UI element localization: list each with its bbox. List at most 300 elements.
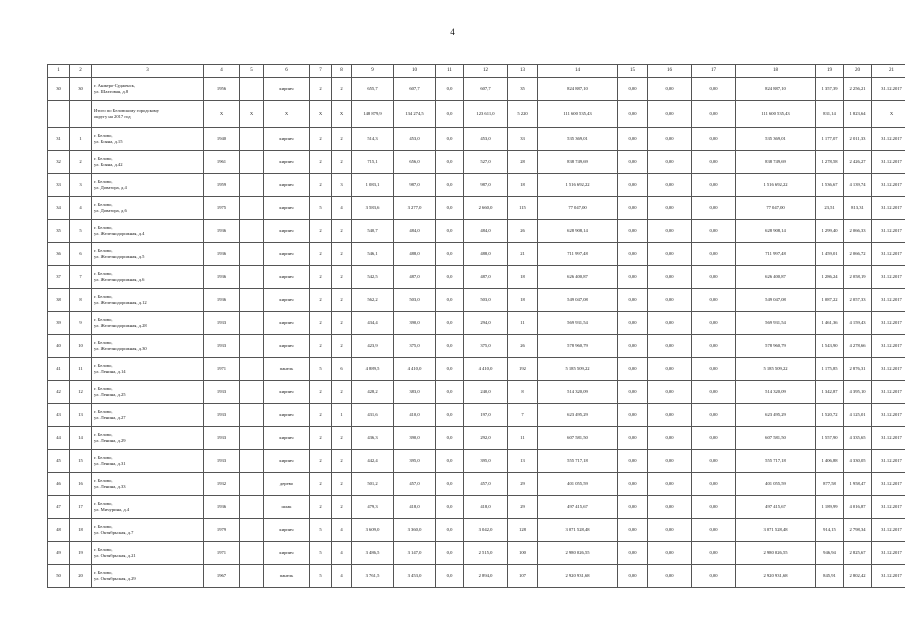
row-local-index-cell: 14 xyxy=(70,427,92,450)
unit-cost-cell: 2 066,72 xyxy=(844,243,872,266)
cost-cell: 401 055,59 xyxy=(538,473,618,496)
table-row xyxy=(48,381,905,404)
entrances-cell: 2 xyxy=(332,335,352,358)
table-row xyxy=(48,404,905,427)
area-cell: 0,0 xyxy=(436,542,464,565)
zero-cell: 0,00 xyxy=(618,312,648,335)
entrances-cell: 2 xyxy=(332,427,352,450)
cost-cell: 497 415,67 xyxy=(736,496,816,519)
entrances-cell: 4 xyxy=(332,197,352,220)
zero-cell: 0,00 xyxy=(618,519,648,542)
area-cell: 410,0 xyxy=(394,404,436,427)
material-cell: кирпич xyxy=(264,78,310,101)
address-line: г. Белово, xyxy=(94,478,113,484)
area-cell: 418,0 xyxy=(464,496,508,519)
column-number: 11 xyxy=(436,65,464,78)
zero-cell: 0,00 xyxy=(692,358,736,381)
row-index-cell: 33 xyxy=(48,174,70,197)
cross-mark-cell: X xyxy=(204,101,240,128)
zero-cell: 0,00 xyxy=(648,312,692,335)
table-row xyxy=(48,289,905,312)
area-cell: 3 609,0 xyxy=(352,519,394,542)
zero-cell: 0,00 xyxy=(692,151,736,174)
address-cell xyxy=(92,289,204,312)
year-cell: 1933 xyxy=(204,404,240,427)
floors-cell: 2 xyxy=(310,151,332,174)
cost-cell: 2 980 026,55 xyxy=(538,542,618,565)
area-cell: 434,4 xyxy=(352,312,394,335)
unit-cost-cell: 4 395,10 xyxy=(844,381,872,404)
table-row xyxy=(48,151,905,174)
column-number: 3 xyxy=(92,65,204,78)
cost-cell: 1 516 692,22 xyxy=(538,174,618,197)
area-cell: 3 453,0 xyxy=(394,565,436,588)
address-line: ул. Октябрьская, д.29 xyxy=(94,576,136,581)
column-number: 14 xyxy=(538,65,618,78)
cost-cell: 5 185 509,22 xyxy=(736,358,816,381)
value-cell: X xyxy=(872,101,905,128)
row-index-cell: 32 xyxy=(48,151,70,174)
area-cell: 436,3 xyxy=(352,427,394,450)
zero-cell: 0,00 xyxy=(692,266,736,289)
floors-cell: 5 xyxy=(310,358,332,381)
area-cell: 0,0 xyxy=(436,335,464,358)
address-line: г. Белово, xyxy=(94,179,113,185)
zero-cell: 0,00 xyxy=(692,565,736,588)
column-number: 20 xyxy=(844,65,872,78)
area-cell: 457,0 xyxy=(394,473,436,496)
material-cell: кирпич xyxy=(264,197,310,220)
area-cell: 0,0 xyxy=(436,220,464,243)
area-cell: 395,0 xyxy=(394,450,436,473)
area-cell: 3 277,0 xyxy=(394,197,436,220)
residents-cell: 29 xyxy=(508,496,538,519)
value-cell: 123 611,0 xyxy=(464,101,508,128)
area-cell: 453,0 xyxy=(394,128,436,151)
material-cell: кирпич xyxy=(264,174,310,197)
address-cell xyxy=(92,312,204,335)
entrances-cell: 3 xyxy=(332,174,352,197)
date-cell: 31.12.2017 xyxy=(872,542,905,565)
zero-cell: 0,00 xyxy=(618,220,648,243)
year-cell: 1936 xyxy=(204,289,240,312)
residents-cell: 107 xyxy=(508,565,538,588)
table-row xyxy=(48,496,905,519)
zero-cell: 0,00 xyxy=(618,174,648,197)
zero-cell: 0,00 xyxy=(648,519,692,542)
zero-cell: 0,00 xyxy=(692,542,736,565)
empty-cell xyxy=(240,266,264,289)
floors-cell: 2 xyxy=(310,174,332,197)
date-cell: 31.12.2017 xyxy=(872,496,905,519)
zero-cell: 0,00 xyxy=(692,243,736,266)
unit-cost-cell: 4 278,66 xyxy=(844,335,872,358)
address-cell xyxy=(92,243,204,266)
year-cell: 1933 xyxy=(204,335,240,358)
value-cell: 0,0 xyxy=(436,101,464,128)
value-cell: 111 600 535,43 xyxy=(538,101,618,128)
unit-cost-cell: 1 536,67 xyxy=(816,174,844,197)
address-line: ул. Железнодорожная, д.6 xyxy=(94,277,145,282)
material-cell: дерево xyxy=(264,473,310,496)
value-cell: 5 220 xyxy=(508,101,538,128)
address-cell xyxy=(92,473,204,496)
area-cell: 390,0 xyxy=(394,427,436,450)
date-cell: 31.12.2017 xyxy=(872,427,905,450)
year-cell: 1932 xyxy=(204,473,240,496)
entrances-cell: 2 xyxy=(332,266,352,289)
row-index-cell: 34 xyxy=(48,197,70,220)
entrances-cell: 2 xyxy=(332,312,352,335)
empty-cell xyxy=(240,312,264,335)
date-cell: 31.12.2017 xyxy=(872,473,905,496)
empty-cell xyxy=(240,78,264,101)
zero-cell: 0,00 xyxy=(692,289,736,312)
address-line: г. Белово, xyxy=(94,317,113,323)
unit-cost-cell: 1 520,72 xyxy=(816,404,844,427)
zero-cell: 0,00 xyxy=(618,450,648,473)
zero-cell: 0,00 xyxy=(648,358,692,381)
area-cell: 292,0 xyxy=(464,427,508,450)
unit-cost-cell: 1 175,85 xyxy=(816,358,844,381)
empty-cell xyxy=(240,289,264,312)
area-cell: 383,0 xyxy=(394,381,436,404)
year-cell: 1940 xyxy=(204,128,240,151)
zero-cell: 0,00 xyxy=(618,335,648,358)
row-local-index-cell: 8 xyxy=(70,289,92,312)
table-row xyxy=(48,358,905,381)
address-line: г. Белово, xyxy=(94,409,113,415)
empty-cell xyxy=(240,243,264,266)
row-local-index-cell: 6 xyxy=(70,243,92,266)
value-cell: 0,00 xyxy=(648,101,692,128)
address-cell xyxy=(92,496,204,519)
unit-cost-cell: 813,31 xyxy=(844,197,872,220)
residents-cell: 8 xyxy=(508,381,538,404)
material-cell: кирпич xyxy=(264,243,310,266)
material-cell: шлак xyxy=(264,496,310,519)
entrances-cell: 2 xyxy=(332,128,352,151)
address-cell xyxy=(92,174,204,197)
material-cell: кирпич xyxy=(264,312,310,335)
unit-cost-cell: 4 016,87 xyxy=(844,496,872,519)
area-cell: 546,1 xyxy=(352,243,394,266)
address-cell xyxy=(92,519,204,542)
date-cell: 31.12.2017 xyxy=(872,312,905,335)
area-cell: 3 042,0 xyxy=(464,519,508,542)
column-number: 9 xyxy=(352,65,394,78)
area-cell: 540,7 xyxy=(352,220,394,243)
area-cell: 0,0 xyxy=(436,151,464,174)
area-cell: 479,3 xyxy=(352,496,394,519)
zero-cell: 0,00 xyxy=(648,151,692,174)
year-cell: 1961 xyxy=(204,151,240,174)
entrances-cell: 2 xyxy=(332,151,352,174)
row-local-index-cell: 3 xyxy=(70,174,92,197)
zero-cell: 0,00 xyxy=(618,78,648,101)
total-label-line: Итого по Беловскому городскому xyxy=(94,108,160,114)
entrances-cell: 2 xyxy=(332,473,352,496)
row-local-index-cell: 19 xyxy=(70,542,92,565)
date-cell: 31.12.2017 xyxy=(872,128,905,151)
address-cell xyxy=(92,404,204,427)
address-line: г. Белово, xyxy=(94,570,113,576)
area-cell: 0,0 xyxy=(436,381,464,404)
zero-cell: 0,00 xyxy=(618,565,648,588)
date-cell: 31.12.2017 xyxy=(872,335,905,358)
column-number: 6 xyxy=(264,65,310,78)
cost-cell: 549 047,08 xyxy=(538,289,618,312)
entrances-cell: 2 xyxy=(332,220,352,243)
area-cell: 562,2 xyxy=(352,289,394,312)
cost-cell: 711 997,48 xyxy=(538,243,618,266)
column-number: 5 xyxy=(240,65,264,78)
address-line: г. Белово, xyxy=(94,156,113,162)
row-index-cell: 50 xyxy=(48,565,70,588)
row-index-cell: 46 xyxy=(48,473,70,496)
area-cell: 431,6 xyxy=(352,404,394,427)
floors-cell: 2 xyxy=(310,312,332,335)
row-local-index-cell: 12 xyxy=(70,381,92,404)
cost-cell: 607 581,50 xyxy=(538,427,618,450)
floors-cell: 2 xyxy=(310,78,332,101)
area-cell: 542,5 xyxy=(352,266,394,289)
row-index-cell: 35 xyxy=(48,220,70,243)
cost-cell: 626 400,87 xyxy=(538,266,618,289)
year-cell: 1971 xyxy=(204,542,240,565)
area-cell: 488,0 xyxy=(464,243,508,266)
address-line: г. Белово, xyxy=(94,501,113,507)
unit-cost-cell: 2 256,21 xyxy=(844,78,872,101)
date-cell: 31.12.2017 xyxy=(872,78,905,101)
entrances-cell: 2 xyxy=(332,78,352,101)
address-line: ул. Бояна, д.42 xyxy=(94,162,123,167)
area-cell: 390,0 xyxy=(394,312,436,335)
unit-cost-cell: 4 159,43 xyxy=(844,312,872,335)
area-cell: 423,9 xyxy=(352,335,394,358)
address-line: ул. Доватора, д.4 xyxy=(94,185,127,190)
address-line: ул. Железнодорожная, д.5 xyxy=(94,254,145,259)
row-index-cell: 31 xyxy=(48,128,70,151)
date-cell: 31.12.2017 xyxy=(872,358,905,381)
cost-cell: 838 749,69 xyxy=(538,151,618,174)
year-cell: 1956 xyxy=(204,78,240,101)
floors-cell: 2 xyxy=(310,381,332,404)
unit-cost-cell: 2 876,31 xyxy=(844,358,872,381)
date-cell: 31.12.2017 xyxy=(872,197,905,220)
residents-cell: 192 xyxy=(508,358,538,381)
cost-cell: 711 997,48 xyxy=(736,243,816,266)
year-cell: 1979 xyxy=(204,519,240,542)
address-cell xyxy=(92,358,204,381)
cost-cell: 549 047,08 xyxy=(736,289,816,312)
table-row xyxy=(48,427,905,450)
empty-cell xyxy=(240,220,264,243)
column-number: 16 xyxy=(648,65,692,78)
column-number: 7 xyxy=(310,65,332,78)
area-cell: 428,2 xyxy=(352,381,394,404)
area-cell: 1 083,1 xyxy=(352,174,394,197)
area-cell: 0,0 xyxy=(436,565,464,588)
year-cell: 1959 xyxy=(204,174,240,197)
row-index-cell: 39 xyxy=(48,312,70,335)
address-line: г. Белово, xyxy=(94,455,113,461)
unit-cost-cell: 4 335,65 xyxy=(844,427,872,450)
zero-cell: 0,00 xyxy=(692,128,736,151)
unit-cost-cell: 946,94 xyxy=(816,542,844,565)
material-cell: кирпич xyxy=(264,151,310,174)
address-cell xyxy=(92,335,204,358)
zero-cell: 0,00 xyxy=(618,266,648,289)
cost-cell: 569 931,54 xyxy=(736,312,816,335)
table-row xyxy=(48,220,905,243)
row-local-index-cell: 7 xyxy=(70,266,92,289)
date-cell: 31.12.2017 xyxy=(872,174,905,197)
empty-cell xyxy=(240,427,264,450)
row-index-cell: 44 xyxy=(48,427,70,450)
material-cell: кирпич xyxy=(264,381,310,404)
unit-cost-cell: 1 958,47 xyxy=(844,473,872,496)
cost-cell: 555 717,18 xyxy=(736,450,816,473)
zero-cell: 0,00 xyxy=(648,450,692,473)
zero-cell: 0,00 xyxy=(692,427,736,450)
address-line: ул. Доватора, д.6 xyxy=(94,208,127,213)
column-number: 8 xyxy=(332,65,352,78)
address-line: г. Белово, xyxy=(94,294,113,300)
unit-cost-cell: 1 459,01 xyxy=(816,243,844,266)
cost-cell: 3 071 528,48 xyxy=(736,519,816,542)
area-cell: 0,0 xyxy=(436,427,464,450)
zero-cell: 0,00 xyxy=(692,496,736,519)
unit-cost-cell: 4 125,01 xyxy=(844,404,872,427)
row-local-index-cell: 1 xyxy=(70,128,92,151)
area-cell: 395,0 xyxy=(464,450,508,473)
area-cell: 4 410,0 xyxy=(394,358,436,381)
cross-mark-cell: X xyxy=(240,101,264,128)
unit-cost-cell: 1 278,58 xyxy=(816,151,844,174)
row-index-cell: 45 xyxy=(48,450,70,473)
address-line: г. Белово, xyxy=(94,133,113,139)
empty-cell xyxy=(240,519,264,542)
address-cell xyxy=(92,542,204,565)
unit-cost-cell: 1 286,24 xyxy=(816,266,844,289)
unit-cost-cell: 1 342,87 xyxy=(816,381,844,404)
row-local-index-cell: 11 xyxy=(70,358,92,381)
total-label-line: округу на 2017 год xyxy=(94,114,131,119)
address-line: ул. Ленина, д.31 xyxy=(94,461,126,466)
residents-cell: 26 xyxy=(508,220,538,243)
address-line: ул. Бояна, д.15 xyxy=(94,139,123,144)
area-cell: 0,0 xyxy=(436,266,464,289)
unit-cost-cell: 1 087,22 xyxy=(816,289,844,312)
date-cell: 31.12.2017 xyxy=(872,220,905,243)
cost-cell: 535 369,01 xyxy=(538,128,618,151)
entrances-cell: 4 xyxy=(332,519,352,542)
area-cell: 3 360,0 xyxy=(394,519,436,542)
address-line: г. Белово, xyxy=(94,547,113,553)
area-cell: 2 515,0 xyxy=(464,542,508,565)
material-cell: кирпич xyxy=(264,450,310,473)
area-cell: 457,0 xyxy=(464,473,508,496)
total-label xyxy=(92,101,204,128)
zero-cell: 0,00 xyxy=(618,243,648,266)
area-cell: 0,0 xyxy=(436,312,464,335)
address-line: ул. Ленина, д.29 xyxy=(94,438,126,443)
table-row xyxy=(48,197,905,220)
value-cell: 0,00 xyxy=(692,101,736,128)
area-cell: 2 894,0 xyxy=(464,565,508,588)
unit-cost-cell: 1 177,07 xyxy=(816,128,844,151)
residents-cell: 18 xyxy=(508,289,538,312)
row-index-cell: 42 xyxy=(48,381,70,404)
date-cell: 31.12.2017 xyxy=(872,266,905,289)
address-line: г. Белово, xyxy=(94,524,113,530)
area-cell: 375,0 xyxy=(464,335,508,358)
cost-cell: 623 495,29 xyxy=(538,404,618,427)
cost-cell: 2 920 931,68 xyxy=(538,565,618,588)
residents-cell: 21 xyxy=(508,243,538,266)
column-number: 1 xyxy=(48,65,70,78)
unit-cost-cell: 4 139,74 xyxy=(844,174,872,197)
area-cell: 487,0 xyxy=(394,266,436,289)
unit-cost-cell: 2 825,67 xyxy=(844,542,872,565)
address-line: ул. Железнодорожная, д.12 xyxy=(94,300,147,305)
address-line: г. Белово, xyxy=(94,340,113,346)
zero-cell: 0,00 xyxy=(618,381,648,404)
empty-cell xyxy=(240,473,264,496)
zero-cell: 0,00 xyxy=(618,151,648,174)
entrances-cell: 2 xyxy=(332,496,352,519)
address-line: ул. Мичурина, д.4 xyxy=(94,507,130,512)
zero-cell: 0,00 xyxy=(692,174,736,197)
address-line: ул. Шахтовая, д.8 xyxy=(94,89,129,94)
address-cell xyxy=(92,220,204,243)
row-index-cell: 41 xyxy=(48,358,70,381)
area-cell: 503,0 xyxy=(464,289,508,312)
entrances-cell: 2 xyxy=(332,450,352,473)
empty-cell xyxy=(240,542,264,565)
unit-cost-cell: 877,58 xyxy=(816,473,844,496)
zero-cell: 0,00 xyxy=(648,381,692,404)
address-line: г. Белово, xyxy=(94,248,113,254)
area-cell: 294,0 xyxy=(464,312,508,335)
zero-cell: 0,00 xyxy=(618,427,648,450)
zero-cell: 0,00 xyxy=(618,473,648,496)
cost-cell: 2 980 026,55 xyxy=(736,542,816,565)
residents-cell: 35 xyxy=(508,78,538,101)
residents-cell: 18 xyxy=(508,266,538,289)
cost-cell: 2 920 931,68 xyxy=(736,565,816,588)
zero-cell: 0,00 xyxy=(648,289,692,312)
unit-cost-cell: 2 426,27 xyxy=(844,151,872,174)
table-row xyxy=(48,174,905,197)
area-cell: 442,4 xyxy=(352,450,394,473)
table-row xyxy=(48,128,905,151)
material-cell: кирпич xyxy=(264,128,310,151)
zero-cell: 0,00 xyxy=(648,243,692,266)
unit-cost-cell: 1 189,99 xyxy=(816,496,844,519)
address-line: ул. Железнодорожная, д.30 xyxy=(94,346,147,351)
cost-cell: 555 717,18 xyxy=(538,450,618,473)
date-cell: 31.12.2017 xyxy=(872,450,905,473)
zero-cell: 0,00 xyxy=(648,335,692,358)
year-cell: 1933 xyxy=(204,381,240,404)
empty-cell xyxy=(240,404,264,427)
material-cell: кирпич xyxy=(264,266,310,289)
cost-cell: 824 887,10 xyxy=(736,78,816,101)
area-cell: 240,0 xyxy=(464,381,508,404)
area-cell: 453,0 xyxy=(464,128,508,151)
